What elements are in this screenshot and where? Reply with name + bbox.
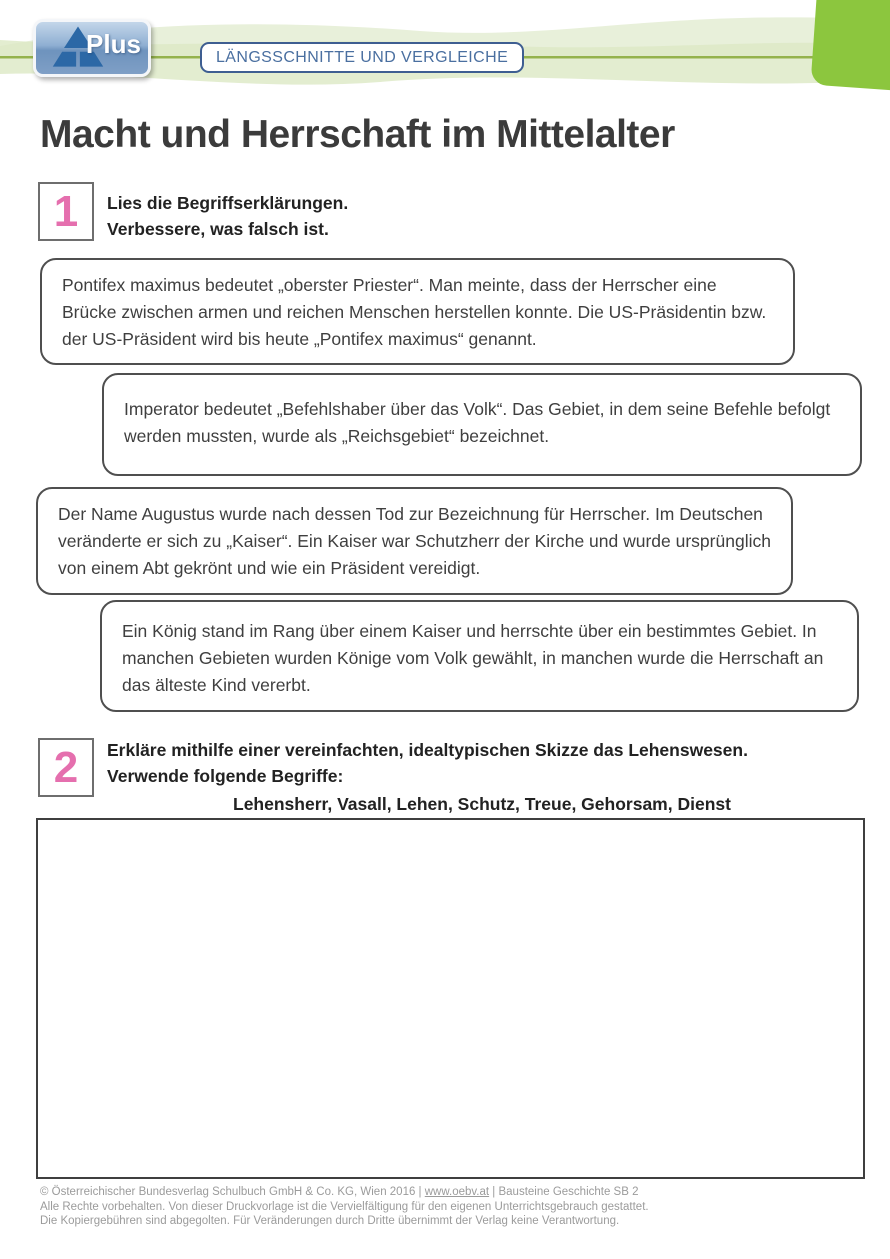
task-1-instruction-line: Verbessere, was falsch ist. [107,219,329,240]
definition-box-pontifex [40,258,795,365]
green-corner-shape [810,0,890,91]
definition-box-koenig [100,600,859,712]
footer-copyright-prefix: © Österreichischer Bundesverlag Schulbuch GmbH & Co. KG, Wien 2016 | [40,1186,425,1198]
footer-liability-line: Die Kopiergebühren sind abgegolten. Für Veränderungen durch Dritte übernimmt der Verlag keine Verantwortung. [40,1215,620,1228]
footer-rights-line: Alle Rechte vorbehalten. Von dieser Druckvorlage ist die Vervielfältigung für den eigenen Unterrichtsgebrauch gestattet. [40,1200,649,1213]
page-footer [40,1185,850,1229]
task-2-instruction-line: Erkläre mithilfe einer vereinfachten, idealtypischen Skizze das Lehenswesen. [107,740,748,760]
task-2-instruction-line: Verwende folgende Begriffe: [107,766,344,787]
logo-text: Plus [86,29,141,59]
definition-box-augustus [36,487,793,595]
plus-logo [33,19,151,77]
oebv-link[interactable]: www.oebv.at [424,1186,490,1198]
task-2-terms: Lehensherr, Vasall, Lehen, Schutz, Treue, Gehorsam, Dienst [233,793,731,814]
task-1-number-box [38,182,94,241]
definition-text: Pontifex maximus bedeutet „oberster Priester“. Man meinte, dass der Herrscher eine Brücke zwischen armen und reichen Menschen herstellen konnte. Die US-Präsidentin bzw. der US-Präsident wird bis heute „Pontifex maximus“ genannt. [62,275,767,350]
task-1-instructions [107,190,348,243]
page-title: Macht und Herrschaft im Mittelalter [40,113,675,156]
task-2-number: 2 [53,742,79,792]
footer-copyright-line [40,1185,850,1200]
section-badge [200,42,524,73]
task-2-instructions [107,737,748,817]
definition-text: Der Name Augustus wurde nach dessen Tod zur Bezeichnung für Herrscher. Im Deutschen veränderte er sich zu „Kaiser“. Ein Kaiser war Schutzherr der Kirche und wurde ursprünglich von einem Abt gekrönt und wie ein Präsident vereidigt. [58,504,771,579]
definition-text: Imperator bedeutet „Befehlshaber über das Volk“. Das Gebiet, in dem seine Befehle befolgt werden mussten, wurde als „Reichsgebiet“ bezeichnet. [124,399,831,447]
sketch-area [36,818,865,1179]
page-header [0,0,890,110]
definition-box-imperator [102,373,862,476]
footer-copyright-suffix: | Bausteine Geschichte SB 2 [489,1186,639,1198]
definition-text: Ein König stand im Rang über einem Kaiser und herrschte über ein bestimmtes Gebiet. In manchen Gebieten wurden Könige vom Volk gewählt, in manchen wurde die Herrschaft an das älteste Kind vererbt. [122,621,824,696]
task-1-number: 1 [53,186,79,236]
task-1-instruction-line: Lies die Begriffserklärungen. [107,193,349,213]
task-2-number-box [38,738,94,797]
section-badge-label: LÄNGSSCHNITTE UND VERGLEICHE [216,49,509,66]
